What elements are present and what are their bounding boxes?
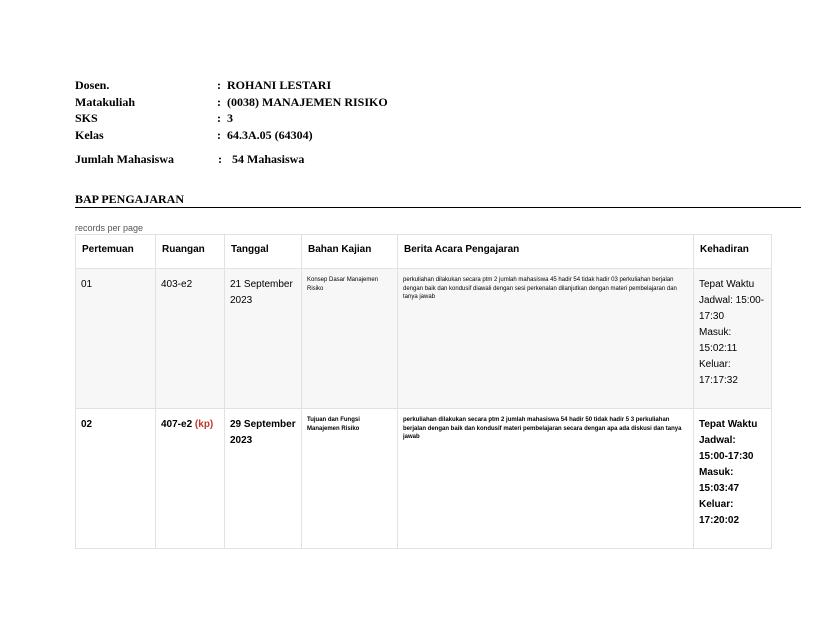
info-separator: : [217, 78, 221, 92]
info-label: Jumlah Mahasiswa [75, 152, 175, 166]
column-header-tanggal[interactable]: Tanggal [225, 235, 302, 269]
column-header-bahan-kajian[interactable]: Bahan Kajian [302, 235, 398, 269]
ruangan-code: 403-e2 [161, 279, 193, 290]
info-label: SKS [75, 111, 98, 125]
cell-bahan-kajian: Konsep Dasar Manajemen Risiko [302, 269, 398, 409]
kehadiran-status: Tepat Waktu [699, 419, 758, 430]
cell-tanggal: 29 September 2023 [225, 409, 302, 549]
table-header-row [76, 235, 772, 269]
info-separator: : [217, 111, 221, 125]
info-value: 54 Mahasiswa [232, 152, 305, 166]
info-separator: : [217, 127, 221, 142]
cell-kehadiran [694, 409, 772, 549]
info-separator: : [217, 94, 221, 109]
kehadiran-jadwal: Jadwal: 15:00-17:30 [699, 435, 754, 462]
records-per-page-label: records per page [75, 223, 144, 233]
cell-pertemuan: 02 [76, 409, 156, 549]
cell-ruangan [156, 409, 225, 549]
bap-table [75, 234, 772, 549]
cell-berita-acara: perkuliahan dilakukan secara ptm 2 jumlah mahasiswa 54 hadir 50 tidak hadir 5 3 perkuliahan berjalan dengan baik dan kondusif materi pembelajaran secara dengan apa ada diskusi dan tanya jawab [398, 409, 694, 549]
info-value: ROHANI LESTARI [227, 78, 332, 92]
column-header-ruangan[interactable]: Ruangan [156, 235, 225, 269]
ruangan-code: 407-e2 [161, 419, 193, 430]
cell-berita-acara: perkuliahan dilakukan secara ptm 2 jumlah mahasiswa 45 hadir 54 tidak hadir 03 perkuliahan berjalan dengan baik dan kondusif diawali dengan sesi perkenalan dilanjutkan dengan materi pembelajaran dan tanya jawab [398, 269, 694, 409]
info-value: (0038) MANAJEMEN RISIKO [227, 94, 388, 109]
info-label: Matakuliah [75, 94, 136, 109]
section-title: BAP PENGAJARAN [75, 192, 801, 208]
info-label: Dosen. [75, 78, 110, 92]
ruangan-tag: (kp) [194, 419, 214, 430]
table-row [76, 409, 772, 549]
info-value: 3 [227, 111, 233, 125]
column-header-berita-acara[interactable]: Berita Acara Pengajaran [398, 235, 694, 269]
column-header-kehadiran[interactable]: Kehadiran [694, 235, 772, 269]
kehadiran-keluar: Keluar: 17:17:32 [699, 359, 738, 386]
kehadiran-keluar: Keluar: 17:20:02 [699, 499, 740, 526]
kehadiran-jadwal: Jadwal: 15:00-17:30 [699, 295, 765, 322]
cell-bahan-kajian: Tujuan dan Fungsi Manajemen Risiko [302, 409, 398, 549]
info-label: Kelas [75, 127, 104, 142]
info-separator: : [218, 152, 222, 166]
kehadiran-status: Tepat Waktu [699, 279, 755, 290]
cell-pertemuan: 01 [76, 269, 156, 409]
kehadiran-masuk: Masuk: 15:02:11 [699, 327, 738, 354]
cell-kehadiran [694, 269, 772, 409]
table-row [76, 269, 772, 409]
kehadiran-masuk: Masuk: 15:03:47 [699, 467, 740, 494]
info-value: 64.3A.05 (64304) [227, 127, 313, 142]
column-header-pertemuan[interactable]: Pertemuan [76, 235, 156, 269]
cell-tanggal: 21 September 2023 [225, 269, 302, 409]
cell-ruangan [156, 269, 225, 409]
